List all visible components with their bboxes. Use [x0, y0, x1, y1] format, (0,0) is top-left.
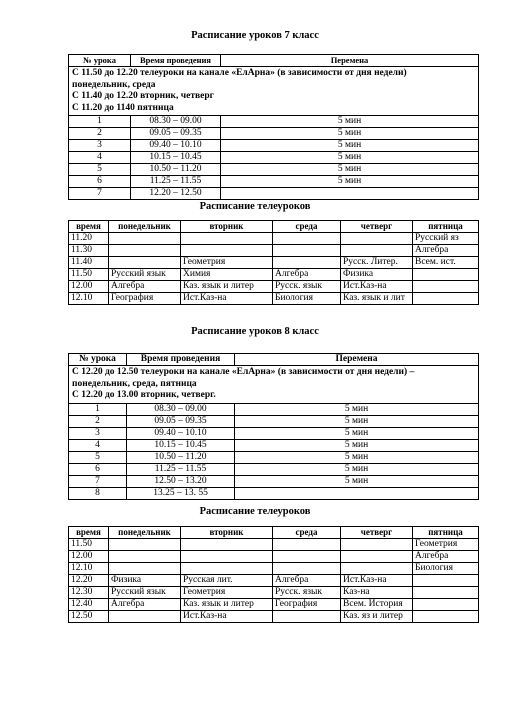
lesson-row: [69, 487, 479, 499]
tv-subject-cell: Русск. язык: [273, 281, 341, 293]
tv-subject-cell: Русская лит.: [181, 575, 273, 587]
grade8-note-line: С 12.20 до 12.50 телеуроки на канале «ЕлАрна» (в зависимости от дня недели) –: [72, 367, 415, 377]
lesson-number: 6: [69, 176, 131, 188]
tv-subject-cell: [413, 599, 479, 611]
lesson-row: [69, 164, 479, 176]
lesson-time: 08.30 – 09.00: [127, 403, 235, 415]
tv-subject-cell: [341, 551, 413, 563]
grade7-title: Расписание уроков 7 класс: [191, 30, 319, 41]
lesson-time: 09.40 – 10.10: [131, 140, 221, 152]
lesson-row: [69, 427, 479, 439]
tv-row: [69, 551, 479, 563]
lesson-row: [69, 403, 479, 415]
tv-subject-cell: [181, 245, 273, 257]
tv-time-cell: 12.40: [69, 599, 109, 611]
tv-subject-cell: [273, 245, 341, 257]
tv-subject-cell: [109, 257, 181, 269]
grade7-tv-note-row: [69, 67, 479, 116]
tv-subject-cell: Русск. язык: [273, 587, 341, 599]
tv-subject-cell: [413, 293, 479, 305]
tv-subject-cell: [181, 551, 273, 563]
lesson-number: 2: [69, 128, 131, 140]
tv-time-cell: 12.30: [69, 587, 109, 599]
tv-subject-cell: [109, 611, 181, 623]
grade7-tv-header: [69, 221, 479, 233]
lesson-break: [221, 188, 479, 200]
lesson-time: 12.50 – 13.20: [127, 475, 235, 487]
tv-header-cell: среда: [273, 527, 341, 539]
tv-header-cell: четверг: [341, 527, 413, 539]
tv-subject-cell: [413, 611, 479, 623]
tv-subject-cell: Всем. ист.: [413, 257, 479, 269]
grade8-note-line: понедельник, среда, пятница: [72, 378, 197, 389]
tv-subject-cell: Русский язык: [109, 587, 181, 599]
tv-time-cell: 11.50: [69, 269, 109, 281]
lesson-row: [69, 451, 479, 463]
tv-time-cell: 11.30: [69, 245, 109, 257]
tv-subject-cell: Геометрия: [413, 539, 479, 551]
lesson-number: 1: [69, 403, 127, 415]
tv-header-cell: понедельник: [109, 221, 181, 233]
lesson-time: 09.05 – 09.35: [131, 128, 221, 140]
tv-time-cell: 12.50: [69, 611, 109, 623]
lesson-time: 13.25 – 13. 55: [127, 487, 235, 499]
lesson-break: 5 мин: [235, 451, 479, 463]
grade7-lessons-table: [68, 54, 479, 200]
tv-row: [69, 233, 479, 245]
lesson-break: 5 мин: [221, 164, 479, 176]
header-time: Время проведения: [131, 55, 221, 67]
grade7-lessons-header: [69, 55, 479, 67]
tv-header-cell: вторник: [181, 527, 273, 539]
tv-row: [69, 269, 479, 281]
header-lesson-number: № урока: [69, 55, 131, 67]
tv-subject-cell: Каз. язык и лит: [341, 293, 413, 305]
tv-subject-cell: [109, 551, 181, 563]
tv-subject-cell: [413, 587, 479, 599]
tv-subject-cell: Алгебра: [413, 245, 479, 257]
header-lesson-number: № урока: [69, 354, 127, 366]
tv-subject-cell: Физика: [109, 575, 181, 587]
tv-subject-cell: [341, 539, 413, 551]
tv-subject-cell: Всем. История: [341, 599, 413, 611]
tv-subject-cell: Алгебра: [109, 599, 181, 611]
lesson-break: [235, 487, 479, 499]
lesson-break: 5 мин: [235, 439, 479, 451]
tv-header-cell: пятница: [413, 527, 479, 539]
lesson-number: 7: [69, 188, 131, 200]
lesson-row: [69, 415, 479, 427]
tv-subject-cell: Каз. язык и литер: [181, 281, 273, 293]
lesson-number: 5: [69, 164, 131, 176]
grade8-tv-table: [68, 526, 479, 623]
tv-subject-cell: География: [109, 293, 181, 305]
lesson-row: [69, 128, 479, 140]
grade7-note-line: С 11.50 до 12.20 телеуроки на канале «ЕлАрна» (в зависимости от дня недели): [72, 68, 407, 78]
tv-subject-cell: Алгебра: [413, 551, 479, 563]
tv-subject-cell: Ист.Каз-на: [181, 611, 273, 623]
tv-header-cell: понедельник: [109, 527, 181, 539]
lesson-break: 5 мин: [235, 475, 479, 487]
tv-subject-cell: Каз. яз и литер: [341, 611, 413, 623]
grade7-note-line: С 11.40 до 12.20 вторник, четверг: [72, 91, 214, 101]
lesson-row: [69, 140, 479, 152]
lesson-time: 10.50 – 11.20: [131, 164, 221, 176]
tv-time-cell: 12.00: [69, 281, 109, 293]
lesson-time: 09.05 – 09.35: [127, 415, 235, 427]
lesson-break: 5 мин: [221, 128, 479, 140]
tv-row: [69, 539, 479, 551]
lesson-break: 5 мин: [221, 176, 479, 188]
lesson-number: 3: [69, 140, 131, 152]
grade8-tv-note: [69, 366, 479, 404]
tv-subject-cell: [341, 233, 413, 245]
tv-row: [69, 575, 479, 587]
tv-row: [69, 599, 479, 611]
tv-time-cell: 12.10: [69, 293, 109, 305]
lesson-time: 11.25 – 11.55: [127, 463, 235, 475]
lesson-number: 4: [69, 152, 131, 164]
grade7-tv-note: [69, 67, 479, 116]
tv-row: [69, 611, 479, 623]
lesson-number: 1: [69, 116, 131, 128]
lesson-time: 10.15 – 10.45: [131, 152, 221, 164]
tv-header-cell: вторник: [181, 221, 273, 233]
tv-subject-cell: [273, 257, 341, 269]
lesson-number: 4: [69, 439, 127, 451]
header-break: Перемена: [235, 354, 479, 366]
tv-row: [69, 281, 479, 293]
lesson-time: 08.30 – 09.00: [131, 116, 221, 128]
grade7-note-line: понедельник, среда: [72, 79, 156, 90]
lesson-row: [69, 176, 479, 188]
grade7-tv-table: [68, 220, 479, 305]
grade8-tv-header: [69, 527, 479, 539]
tv-header-cell: время: [69, 221, 109, 233]
lesson-break: 5 мин: [235, 427, 479, 439]
tv-row: [69, 257, 479, 269]
tv-subject-cell: [109, 233, 181, 245]
grade7-tv-title: Расписание телеуроков: [199, 201, 311, 212]
tv-subject-cell: [341, 245, 413, 257]
tv-subject-cell: [413, 281, 479, 293]
lesson-break: 5 мин: [235, 415, 479, 427]
grade8-lessons-header: [69, 354, 479, 366]
tv-subject-cell: Геометрия: [181, 257, 273, 269]
tv-header-cell: время: [69, 527, 109, 539]
tv-row: [69, 293, 479, 305]
lesson-break: 5 мин: [221, 140, 479, 152]
grade8-tv-note-row: [69, 366, 479, 404]
tv-subject-cell: Биология: [273, 293, 341, 305]
header-time: Время проведения: [127, 354, 235, 366]
tv-header-cell: пятница: [413, 221, 479, 233]
tv-subject-cell: [273, 611, 341, 623]
lesson-row: [69, 152, 479, 164]
tv-subject-cell: Физика: [341, 269, 413, 281]
grade7-note-line: С 11.20 до 1140 пятница: [72, 102, 174, 113]
tv-subject-cell: [273, 233, 341, 245]
tv-subject-cell: Алгебра: [273, 269, 341, 281]
tv-subject-cell: Ист.Каз-на: [341, 575, 413, 587]
tv-subject-cell: Биология: [413, 563, 479, 575]
lesson-row: [69, 439, 479, 451]
tv-subject-cell: Алгебра: [273, 575, 341, 587]
header-break: Перемена: [221, 55, 479, 67]
tv-subject-cell: [181, 539, 273, 551]
tv-subject-cell: Ист.Каз-на: [181, 293, 273, 305]
tv-subject-cell: Химия: [181, 269, 273, 281]
tv-subject-cell: [109, 245, 181, 257]
tv-subject-cell: [273, 539, 341, 551]
tv-subject-cell: [341, 563, 413, 575]
tv-subject-cell: [273, 551, 341, 563]
tv-time-cell: 11.40: [69, 257, 109, 269]
lesson-time: 10.15 – 10.45: [127, 439, 235, 451]
lesson-number: 3: [69, 427, 127, 439]
tv-subject-cell: [413, 269, 479, 281]
tv-subject-cell: [109, 539, 181, 551]
lesson-time: 09.40 – 10.10: [127, 427, 235, 439]
tv-subject-cell: [109, 563, 181, 575]
tv-subject-cell: Геометрия: [181, 587, 273, 599]
tv-subject-cell: Русский язык: [109, 269, 181, 281]
tv-time-cell: 12.20: [69, 575, 109, 587]
lesson-number: 8: [69, 487, 127, 499]
tv-header-cell: среда: [273, 221, 341, 233]
tv-subject-cell: Ист.Каз-на: [341, 281, 413, 293]
lesson-break: 5 мин: [221, 116, 479, 128]
tv-time-cell: 11.20: [69, 233, 109, 245]
grade8-lessons-table: [68, 353, 479, 500]
lesson-row: [69, 475, 479, 487]
grade8-tv-title: Расписание телеуроков: [199, 506, 311, 517]
lesson-time: 11.25 – 11.55: [131, 176, 221, 188]
tv-subject-cell: [181, 563, 273, 575]
lesson-time: 12.20 – 12.50: [131, 188, 221, 200]
tv-header-cell: четверг: [341, 221, 413, 233]
tv-subject-cell: [413, 575, 479, 587]
lesson-number: 6: [69, 463, 127, 475]
lesson-row: [69, 188, 479, 200]
tv-row: [69, 587, 479, 599]
lesson-number: 2: [69, 415, 127, 427]
lesson-number: 5: [69, 451, 127, 463]
grade8-title: Расписание уроков 8 класс: [191, 326, 319, 337]
tv-row: [69, 563, 479, 575]
tv-subject-cell: Алгебра: [109, 281, 181, 293]
tv-time-cell: 11.50: [69, 539, 109, 551]
tv-subject-cell: [273, 563, 341, 575]
tv-subject-cell: География: [273, 599, 341, 611]
lesson-row: [69, 463, 479, 475]
lesson-time: 10.50 – 11.20: [127, 451, 235, 463]
tv-subject-cell: Каз-на: [341, 587, 413, 599]
lesson-break: 5 мин: [235, 463, 479, 475]
lesson-row: [69, 116, 479, 128]
tv-time-cell: 12.00: [69, 551, 109, 563]
tv-subject-cell: Каз. язык и литер: [181, 599, 273, 611]
tv-time-cell: 12.10: [69, 563, 109, 575]
tv-subject-cell: [181, 233, 273, 245]
lesson-number: 7: [69, 475, 127, 487]
tv-row: [69, 245, 479, 257]
tv-subject-cell: Русск. Литер.: [341, 257, 413, 269]
tv-subject-cell: Русский яз: [413, 233, 479, 245]
grade8-note-line: С 12.20 до 13.00 вторник, четверг.: [72, 390, 216, 400]
lesson-break: 5 мин: [235, 403, 479, 415]
lesson-break: 5 мин: [221, 152, 479, 164]
